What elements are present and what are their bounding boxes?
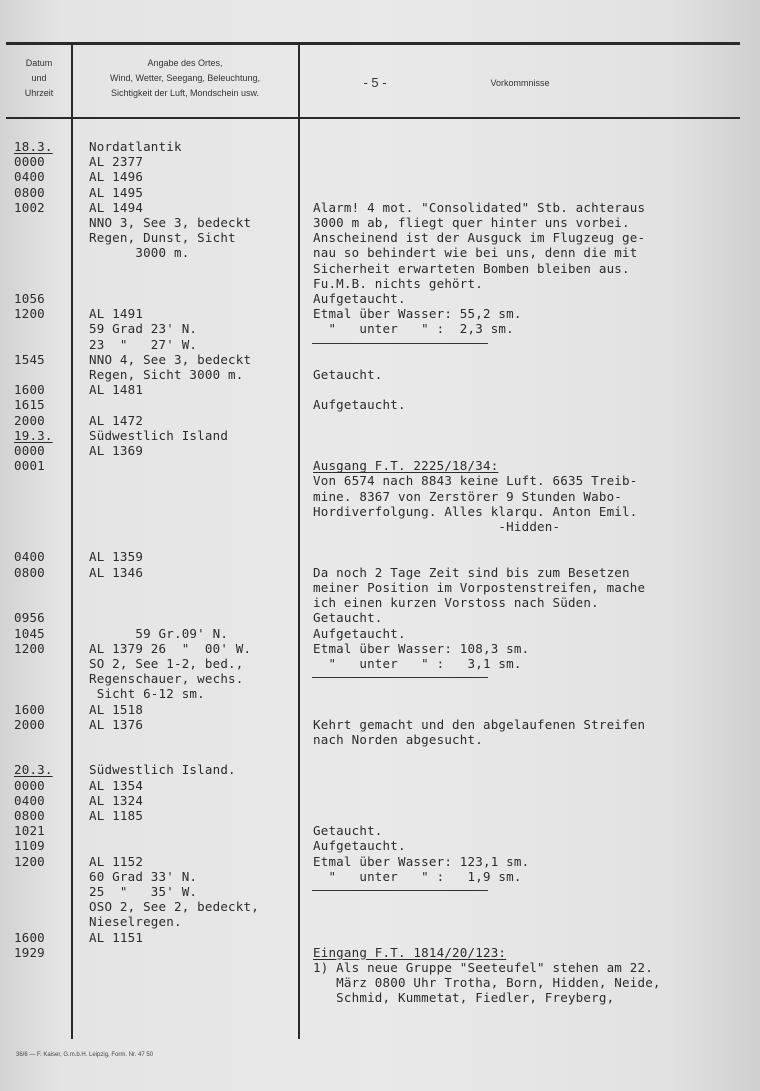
event-line bbox=[313, 443, 661, 458]
event-line: Etmal über Wasser: 55,2 sm. bbox=[313, 306, 522, 322]
place-line: AL 1324 bbox=[89, 792, 144, 808]
time-line bbox=[14, 367, 53, 382]
time-line bbox=[14, 580, 53, 595]
time-line: 1056 bbox=[14, 291, 45, 307]
place-line: Nordatlantik bbox=[89, 139, 182, 154]
place-line bbox=[89, 519, 259, 534]
event-line bbox=[313, 169, 661, 184]
event-line bbox=[313, 808, 661, 823]
event-line bbox=[313, 762, 661, 777]
etmal-rule-1 bbox=[312, 343, 488, 344]
time-line bbox=[14, 534, 53, 549]
time-line bbox=[14, 489, 53, 504]
event-line bbox=[313, 549, 661, 564]
time-line: 1200 bbox=[14, 640, 45, 656]
time-line: 1109 bbox=[14, 838, 45, 854]
time-line: 0400 bbox=[14, 792, 45, 808]
time-line: 1200 bbox=[14, 306, 45, 322]
time-line: 1615 bbox=[14, 397, 45, 413]
event-line: 1) Als neue Gruppe "Seeteufel" stehen am 22. bbox=[313, 959, 653, 975]
event-line: Etmal über Wasser: 108,3 sm. bbox=[313, 640, 530, 656]
place-line bbox=[89, 732, 259, 747]
time-line: 2000 bbox=[14, 412, 45, 428]
place-line: 59 Gr.09' N. bbox=[89, 625, 229, 641]
place-line bbox=[89, 261, 259, 276]
time-line bbox=[14, 656, 53, 671]
time-line: 0956 bbox=[14, 610, 45, 626]
header-page-number: - 5 - bbox=[363, 75, 387, 90]
time-line bbox=[14, 504, 53, 519]
place-line: AL 1496 bbox=[89, 169, 144, 185]
place-line: 23 " 27' W. bbox=[89, 336, 198, 352]
event-line bbox=[313, 534, 661, 549]
event-line bbox=[313, 139, 661, 154]
etmal-rule-3 bbox=[312, 890, 488, 891]
place-line: AL 1346 bbox=[89, 564, 144, 580]
time-line bbox=[14, 914, 53, 929]
time-line bbox=[14, 230, 53, 245]
time-line: 0400 bbox=[14, 549, 45, 565]
place-line bbox=[89, 610, 259, 625]
event-line bbox=[313, 778, 661, 793]
place-line bbox=[89, 960, 259, 975]
event-line: nau so behindert wie bei uns, denn die mit bbox=[313, 245, 638, 261]
time-column bbox=[14, 139, 53, 1006]
event-line: Getaucht. bbox=[313, 823, 383, 839]
event-line: Aufgetaucht. bbox=[313, 625, 406, 641]
place-line: 25 " 35' W. bbox=[89, 883, 198, 899]
event-line: -Hidden- bbox=[313, 519, 561, 535]
time-line: 0800 bbox=[14, 564, 45, 580]
time-line bbox=[14, 686, 53, 701]
event-line: Alarm! 4 mot. "Consolidated" Stb. achteraus bbox=[313, 199, 646, 215]
place-line bbox=[89, 838, 259, 853]
event-line bbox=[313, 914, 661, 929]
time-line: 0000 bbox=[14, 777, 45, 793]
place-line: AL 1354 bbox=[89, 777, 144, 793]
time-line bbox=[14, 337, 53, 352]
place-line: AL 1494 bbox=[89, 199, 144, 215]
time-line: 1929 bbox=[14, 944, 45, 960]
event-line bbox=[313, 793, 661, 808]
time-line bbox=[14, 975, 53, 990]
place-line bbox=[89, 397, 259, 412]
place-line: AL 1151 bbox=[89, 929, 144, 945]
time-line bbox=[14, 671, 53, 686]
event-line bbox=[313, 899, 661, 914]
event-line: meiner Position im Vorpostenstreifen, mache bbox=[313, 579, 646, 595]
event-line bbox=[313, 154, 661, 169]
header-col-place: Angabe des Ortes, Wind, Wetter, Seegang, Beleuchtung, Sichtigkeit der Luft, Mondschein usw. bbox=[110, 58, 260, 98]
time-line: 1600 bbox=[14, 929, 45, 945]
event-line: Kehrt gemacht und den abgelaufenen Streifen bbox=[313, 716, 646, 732]
event-line bbox=[313, 747, 661, 762]
header-bottom-rule bbox=[6, 117, 740, 119]
event-line bbox=[313, 702, 661, 717]
event-line: 3000 m ab, fliegt quer hinter uns vorbei. bbox=[313, 215, 630, 231]
event-line: Da noch 2 Tage Zeit sind bis zum Besetzen bbox=[313, 564, 630, 580]
column-divider-1 bbox=[71, 44, 73, 1039]
place-line: AL 1152 bbox=[89, 853, 144, 869]
time-line: 0001 bbox=[14, 458, 45, 474]
time-line bbox=[14, 321, 53, 336]
event-line: Getaucht. bbox=[313, 367, 383, 383]
time-line bbox=[14, 473, 53, 488]
event-line bbox=[313, 337, 661, 352]
place-line bbox=[89, 504, 259, 519]
place-line bbox=[89, 580, 259, 595]
event-line: Von 6574 nach 8843 keine Luft. 6635 Treib- bbox=[313, 473, 638, 489]
event-line: mine. 8367 von Zerstörer 9 Stunden Wabo- bbox=[313, 488, 623, 504]
place-line: AL 2377 bbox=[89, 154, 144, 170]
place-line bbox=[89, 975, 259, 990]
time-line bbox=[14, 990, 53, 1005]
event-line bbox=[313, 671, 661, 686]
event-line: März 0800 Uhr Trotha, Born, Hidden, Neide, bbox=[313, 975, 661, 991]
event-line: Etmal über Wasser: 123,1 sm. bbox=[313, 853, 530, 869]
place-line: Regen, Dunst, Sicht bbox=[89, 230, 236, 246]
place-line bbox=[89, 747, 259, 762]
time-line bbox=[14, 595, 53, 610]
time-line: 0000 bbox=[14, 154, 45, 170]
time-line: 1002 bbox=[14, 199, 45, 215]
etmal-rule-2 bbox=[312, 677, 488, 678]
time-line bbox=[14, 747, 53, 762]
column-divider-2 bbox=[298, 44, 300, 1039]
place-line: Südwestlich Island. bbox=[89, 762, 236, 778]
place-line: AL 1379 26 " 00' W. bbox=[89, 640, 252, 656]
event-line bbox=[313, 930, 661, 945]
place-line: AL 1359 bbox=[89, 549, 144, 565]
form-footer: 36/6 — F. Kaiser, G.m.b.H. Leipzig, Form. Nr. 47 50 bbox=[16, 1052, 154, 1058]
event-line: Aufgetaucht. bbox=[313, 838, 406, 854]
time-line bbox=[14, 869, 53, 884]
event-line: Ausgang F.T. 2225/18/34: bbox=[313, 458, 499, 474]
time-line bbox=[14, 732, 53, 747]
time-line: 2000 bbox=[14, 716, 45, 732]
time-line bbox=[14, 884, 53, 899]
place-line: 59 Grad 23' N. bbox=[89, 321, 198, 337]
place-line bbox=[89, 291, 259, 306]
time-line bbox=[14, 960, 53, 975]
event-line bbox=[313, 382, 661, 397]
event-line: Getaucht. bbox=[313, 610, 383, 626]
event-line: " unter " : 3,1 sm. bbox=[313, 655, 522, 671]
time-line bbox=[14, 261, 53, 276]
time-line: 0800 bbox=[14, 807, 45, 823]
place-line bbox=[89, 534, 259, 549]
time-line: 19.3. bbox=[14, 427, 53, 443]
place-line: Regen, Sicht 3000 m. bbox=[89, 367, 244, 383]
place-line: Sicht 6-12 sm. bbox=[89, 686, 205, 702]
place-line: AL 1369 bbox=[89, 443, 144, 459]
event-line: " unter " : 2,3 sm. bbox=[313, 321, 514, 337]
event-line: Aufgetaucht. bbox=[313, 397, 406, 413]
time-line: 18.3. bbox=[14, 139, 53, 154]
events-column bbox=[313, 139, 661, 1006]
event-line: Hordiverfolgung. Alles klarqu. Anton Emil. bbox=[313, 503, 638, 519]
place-line: 60 Grad 33' N. bbox=[89, 868, 198, 884]
time-line: 20.3. bbox=[14, 762, 53, 778]
place-line: AL 1495 bbox=[89, 184, 144, 200]
place-line bbox=[89, 823, 259, 838]
event-line bbox=[313, 185, 661, 200]
time-line bbox=[14, 899, 53, 914]
place-line: AL 1491 bbox=[89, 306, 144, 322]
place-line: Regenschauer, wechs. bbox=[89, 671, 244, 687]
event-line: Fu.M.B. nichts gehört. bbox=[313, 275, 483, 291]
place-line: AL 1472 bbox=[89, 412, 144, 428]
event-line: Aufgetaucht. bbox=[313, 291, 406, 307]
place-line bbox=[89, 458, 259, 473]
place-line bbox=[89, 595, 259, 610]
event-line bbox=[313, 428, 661, 443]
time-line: 1600 bbox=[14, 382, 45, 398]
event-line: ich einen kurzen Vorstoss nach Süden. bbox=[313, 595, 599, 611]
time-line: 1200 bbox=[14, 853, 45, 869]
place-line bbox=[89, 473, 259, 488]
time-line bbox=[14, 519, 53, 534]
time-line bbox=[14, 245, 53, 260]
top-rule bbox=[6, 42, 740, 45]
place-line: AL 1376 bbox=[89, 716, 144, 732]
event-line: Eingang F.T. 1814/20/123: bbox=[313, 944, 507, 960]
time-line: 1021 bbox=[14, 823, 45, 839]
place-line: Nieselregen. bbox=[89, 914, 182, 930]
event-line: nach Norden abgesucht. bbox=[313, 731, 483, 747]
time-line bbox=[14, 215, 53, 230]
event-line: Schmid, Kummetat, Fiedler, Freyberg, bbox=[313, 990, 615, 1006]
place-line: OSO 2, See 2, bedeckt, bbox=[89, 899, 259, 915]
place-column bbox=[89, 139, 259, 1006]
header-col-date: Datum und Uhrzeit bbox=[24, 58, 54, 98]
header-col-events: Vorkommnisse bbox=[490, 78, 550, 88]
place-line: AL 1481 bbox=[89, 382, 144, 398]
event-line bbox=[313, 686, 661, 701]
event-line bbox=[313, 413, 661, 428]
place-line: AL 1185 bbox=[89, 807, 144, 823]
time-line: 0000 bbox=[14, 443, 45, 459]
event-line: Anscheinend ist der Ausguck im Flugzeug ge- bbox=[313, 230, 646, 246]
event-line: Sicherheit erwarteten Bomben bleiben aus. bbox=[313, 260, 630, 276]
time-line: 0400 bbox=[14, 169, 45, 185]
place-line bbox=[89, 945, 259, 960]
event-line bbox=[313, 352, 661, 367]
place-line: NNO 4, See 3, bedeckt bbox=[89, 351, 252, 367]
time-line bbox=[14, 276, 53, 291]
time-line: 1545 bbox=[14, 351, 45, 367]
place-line: NNO 3, See 3, bedeckt bbox=[89, 215, 252, 231]
place-line: 3000 m. bbox=[89, 245, 190, 261]
event-line bbox=[313, 884, 661, 899]
place-line bbox=[89, 489, 259, 504]
place-line bbox=[89, 990, 259, 1005]
time-line: 0800 bbox=[14, 184, 45, 200]
event-line: " unter " : 1,9 sm. bbox=[313, 868, 522, 884]
place-line: Südwestlich Island bbox=[89, 427, 229, 443]
place-line: SO 2, See 1-2, bed., bbox=[89, 655, 244, 671]
place-line: AL 1518 bbox=[89, 701, 144, 717]
place-line bbox=[89, 276, 259, 291]
time-line: 1600 bbox=[14, 701, 45, 717]
time-line: 1045 bbox=[14, 625, 45, 641]
